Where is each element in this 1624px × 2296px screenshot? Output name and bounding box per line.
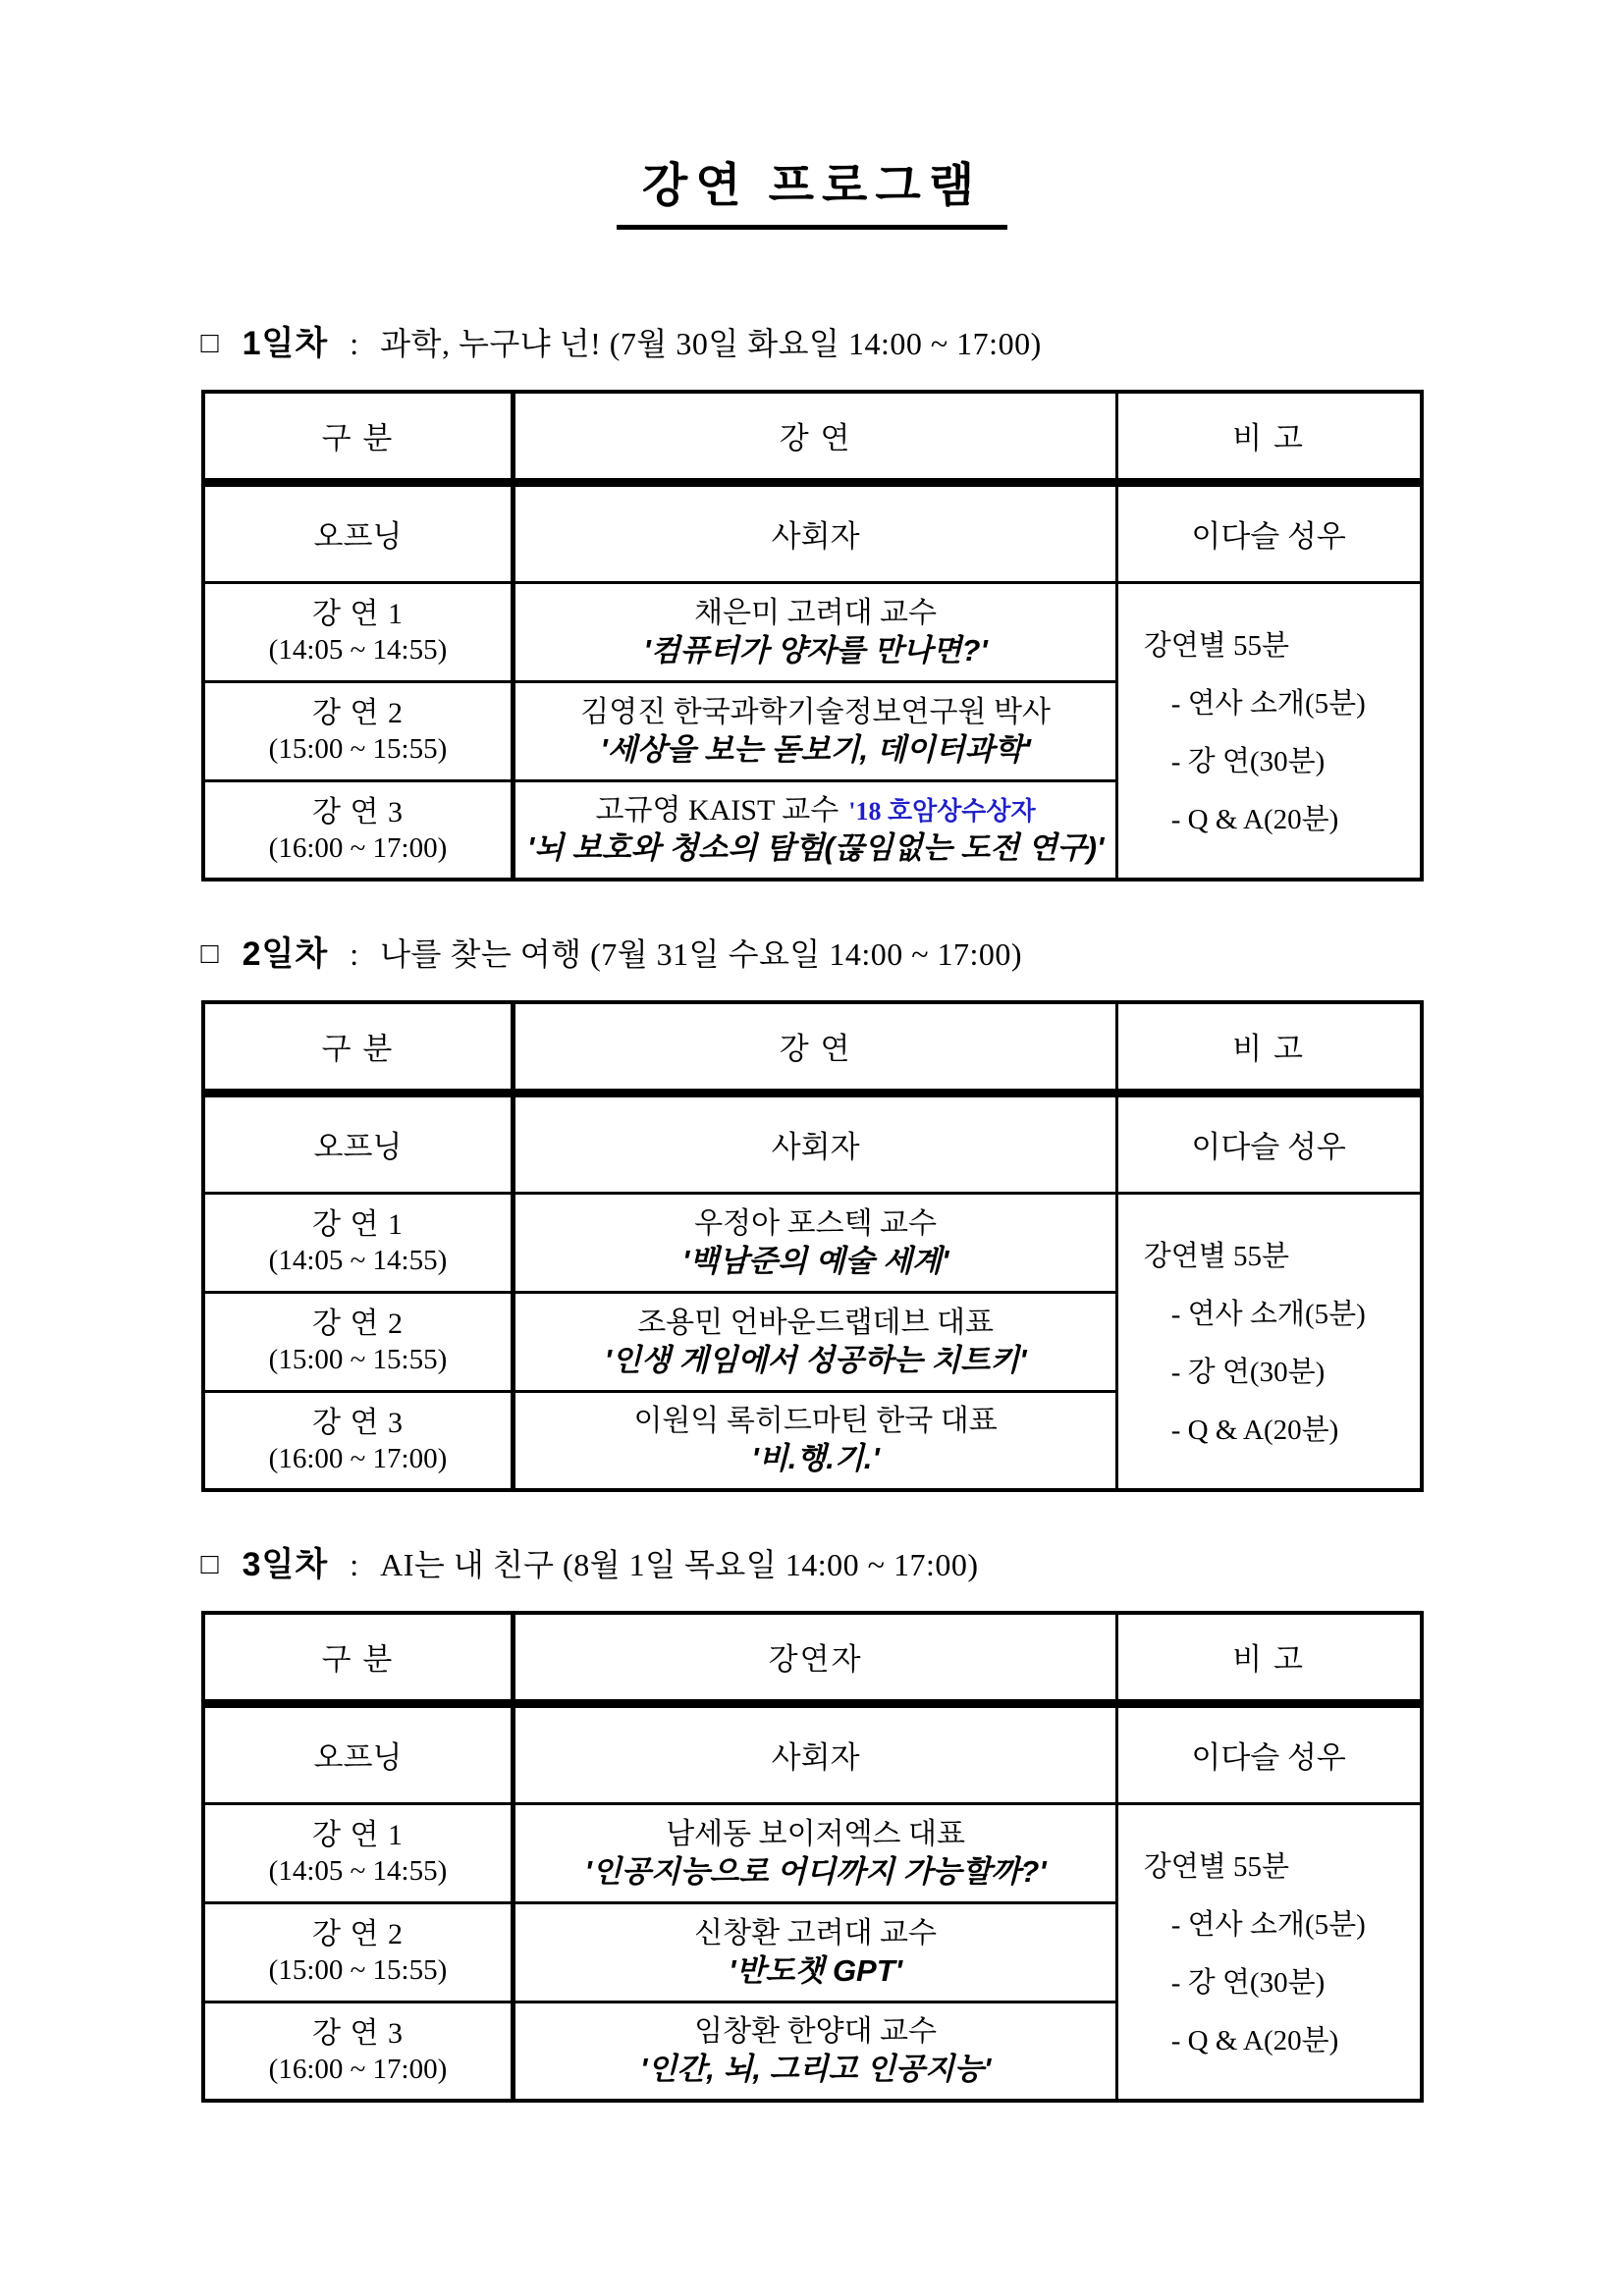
opening-remark: 이다슬 성우 xyxy=(1116,482,1421,582)
speaker-line xyxy=(515,1402,1114,1440)
lecture-time: (14:05 ~ 14:55) xyxy=(268,1854,448,1887)
lecture-time: (15:00 ~ 15:55) xyxy=(268,1953,448,1986)
lecture-time: (14:05 ~ 14:55) xyxy=(268,633,448,666)
day1-schedule-table xyxy=(201,390,1424,881)
day-section-1 xyxy=(201,316,1424,881)
remark-duration: 강연별 55분 xyxy=(1143,1851,1290,1884)
remark-duration: 강연별 55분 xyxy=(1143,1241,1290,1273)
lecture1-content-cell xyxy=(514,1193,1116,1292)
lecture-time: (16:00 ~ 17:00) xyxy=(268,831,448,864)
day3-label: 3일차 xyxy=(242,1546,329,1583)
lecture3-content-cell xyxy=(514,1391,1116,1490)
lecture-title: '인공지능으로 어디까지 가능할까?' xyxy=(584,1853,1047,1889)
remark-duration: 강연별 55분 xyxy=(1143,630,1290,663)
col-header-lecture: 강연자 xyxy=(514,1613,1116,1703)
table-header-row xyxy=(203,392,1422,482)
lecture-time: (16:00 ~ 17:00) xyxy=(268,1442,448,1474)
day3-schedule-table xyxy=(201,1611,1424,2103)
lecture3-content-cell xyxy=(514,780,1116,880)
lecture-row xyxy=(203,1193,1422,1292)
col-header-lecture: 강 연 xyxy=(514,392,1116,482)
day2-theme: 나를 찾는 여행 (7월 31일 수요일 14:00 ~ 17:00) xyxy=(380,936,1023,972)
lecture3-category-cell xyxy=(203,2002,514,2101)
speaker-name: 임창환 한양대 교수 xyxy=(694,2015,938,2049)
col-header-category: 구 분 xyxy=(203,392,514,482)
speaker-name: 이원익 록히드마틴 한국 대표 xyxy=(633,1405,998,1438)
speaker-line xyxy=(515,2012,1114,2051)
col-header-remark: 비 고 xyxy=(1116,392,1421,482)
lecture-number: 강 연 1 xyxy=(311,1208,404,1242)
remark-item: - Q & A(20분) xyxy=(1170,2025,1339,2057)
lecture-time: (15:00 ~ 15:55) xyxy=(268,1343,448,1375)
lecture2-category-cell xyxy=(203,1902,514,2002)
lecture-number: 강 연 3 xyxy=(311,1407,404,1440)
speaker-name: 김영진 한국과학기술정보연구원 박사 xyxy=(580,695,1051,728)
col-header-remark: 비 고 xyxy=(1116,1613,1421,1703)
document-page xyxy=(201,0,1424,2103)
remark-merged-cell xyxy=(1116,582,1421,880)
lecture-title: '비.행.기.' xyxy=(751,1441,880,1476)
speaker-name: 신창환 고려대 교수 xyxy=(694,1916,938,1949)
opening-row xyxy=(203,482,1422,582)
col-header-remark: 비 고 xyxy=(1116,1002,1421,1093)
day2-heading xyxy=(201,927,1424,975)
lecture1-category-cell xyxy=(203,1803,514,1902)
remark-item: - 연사 소개(5분) xyxy=(1170,1299,1366,1331)
lecture-time: (16:00 ~ 17:00) xyxy=(268,2053,448,2085)
lecture2-category-cell xyxy=(203,681,514,780)
lecture2-content-cell xyxy=(514,1292,1116,1391)
lecture-row xyxy=(203,582,1422,681)
speaker-name: 조용민 언바운드랩데브 대표 xyxy=(637,1306,994,1339)
lecture1-category-cell xyxy=(203,1193,514,1292)
lecture2-category-cell xyxy=(203,1292,514,1391)
speaker-line xyxy=(515,1204,1114,1243)
page-title xyxy=(201,147,1424,230)
remark-item: - 강 연(30분) xyxy=(1170,1967,1326,2000)
lecture2-content-cell xyxy=(514,681,1116,780)
remark-item: - Q & A(20분) xyxy=(1170,1415,1339,1447)
opening-row xyxy=(203,1093,1422,1193)
heading-separator: : xyxy=(350,1547,359,1582)
remark-item: - 연사 소개(5분) xyxy=(1170,1909,1366,1942)
remark-merged-cell xyxy=(1116,1193,1421,1490)
day3-theme: AI는 내 친구 (8월 1일 목요일 14:00 ~ 17:00) xyxy=(380,1547,979,1582)
square-bullet-icon: □ xyxy=(200,937,219,970)
table-header-row xyxy=(203,1613,1422,1703)
speaker-name: 채은미 고려대 교수 xyxy=(694,596,938,629)
lecture-title: '뇌 보호와 청소의 탐험(끊임없는 도전 연구)' xyxy=(526,830,1105,866)
lecture-number: 강 연 3 xyxy=(311,2017,404,2051)
speaker-name: 남세동 보이저엑스 대표 xyxy=(666,1817,965,1850)
remark-merged-cell xyxy=(1116,1803,1421,2101)
day1-heading xyxy=(201,316,1424,364)
speaker-line xyxy=(515,791,1114,829)
lecture1-content-cell xyxy=(514,1803,1116,1902)
speaker-line xyxy=(515,594,1114,632)
lecture-time: (14:05 ~ 14:55) xyxy=(268,1244,448,1276)
lecture3-category-cell xyxy=(203,1391,514,1490)
remark-item: - 강 연(30분) xyxy=(1170,1357,1326,1389)
square-bullet-icon: □ xyxy=(200,1548,219,1580)
lecture-title: '인간, 뇌, 그리고 인공지능' xyxy=(639,2052,992,2087)
speaker-line xyxy=(515,693,1114,731)
speaker-line xyxy=(515,1914,1114,1952)
day1-theme: 과학, 누구냐 넌! (7월 30일 화요일 14:00 ~ 17:00) xyxy=(380,326,1042,361)
day3-heading xyxy=(201,1537,1424,1585)
lecture2-content-cell xyxy=(514,1902,1116,2002)
lecture-title: '인생 게임에서 성공하는 치트키' xyxy=(604,1342,1027,1377)
lecture-number: 강 연 3 xyxy=(311,796,404,829)
lecture-title: '반도챗 GPT' xyxy=(729,1952,903,1988)
lecture-title: '백남준의 예술 세계' xyxy=(681,1243,949,1278)
speaker-name: 고규영 KAIST 교수 xyxy=(595,794,839,828)
opening-remark: 이다슬 성우 xyxy=(1116,1093,1421,1193)
remark-item: - 강 연(30분) xyxy=(1170,746,1326,778)
remark-item: - Q & A(20분) xyxy=(1170,804,1339,836)
lecture-row xyxy=(203,1803,1422,1902)
lecture-number: 강 연 1 xyxy=(311,1819,404,1852)
day-section-3 xyxy=(201,1537,1424,2103)
opening-category: 오프닝 xyxy=(203,1093,514,1193)
opening-category: 오프닝 xyxy=(203,1703,514,1803)
lecture-title: '세상을 보는 돋보기, 데이터과학' xyxy=(600,731,1031,767)
heading-separator: : xyxy=(350,326,359,361)
opening-category: 오프닝 xyxy=(203,482,514,582)
day2-schedule-table xyxy=(201,1000,1424,1492)
lecture3-content-cell xyxy=(514,2002,1116,2101)
opening-lecture: 사회자 xyxy=(514,1093,1116,1193)
lecture1-category-cell xyxy=(203,582,514,681)
square-bullet-icon: □ xyxy=(200,327,219,359)
day1-label: 1일차 xyxy=(242,325,329,362)
lecture-number: 강 연 2 xyxy=(311,1918,404,1951)
opening-lecture: 사회자 xyxy=(514,482,1116,582)
col-header-category: 구 분 xyxy=(203,1613,514,1703)
day2-label: 2일차 xyxy=(242,935,329,973)
heading-separator: : xyxy=(350,936,359,972)
col-header-lecture: 강 연 xyxy=(514,1002,1116,1093)
day-section-2 xyxy=(201,927,1424,1492)
opening-remark: 이다슬 성우 xyxy=(1116,1703,1421,1803)
opening-row xyxy=(203,1703,1422,1803)
remark-item: - 연사 소개(5분) xyxy=(1170,688,1366,721)
lecture-number: 강 연 2 xyxy=(311,1308,404,1341)
table-header-row xyxy=(203,1002,1422,1093)
speaker-name: 우정아 포스텍 교수 xyxy=(694,1206,938,1240)
lecture-number: 강 연 2 xyxy=(311,697,404,730)
lecture-title: '컴퓨터가 양자를 만나면?' xyxy=(643,632,988,667)
speaker-line xyxy=(515,1304,1114,1342)
lecture-time: (15:00 ~ 15:55) xyxy=(268,732,448,765)
speaker-line xyxy=(515,1815,1114,1853)
lecture3-category-cell xyxy=(203,780,514,880)
award-note: '18 호암상수상자 xyxy=(848,797,1036,827)
lecture1-content-cell xyxy=(514,582,1116,681)
col-header-category: 구 분 xyxy=(203,1002,514,1093)
lecture-number: 강 연 1 xyxy=(311,598,404,631)
page-title-text: 강연 프로그램 xyxy=(617,147,1007,230)
opening-lecture: 사회자 xyxy=(514,1703,1116,1803)
